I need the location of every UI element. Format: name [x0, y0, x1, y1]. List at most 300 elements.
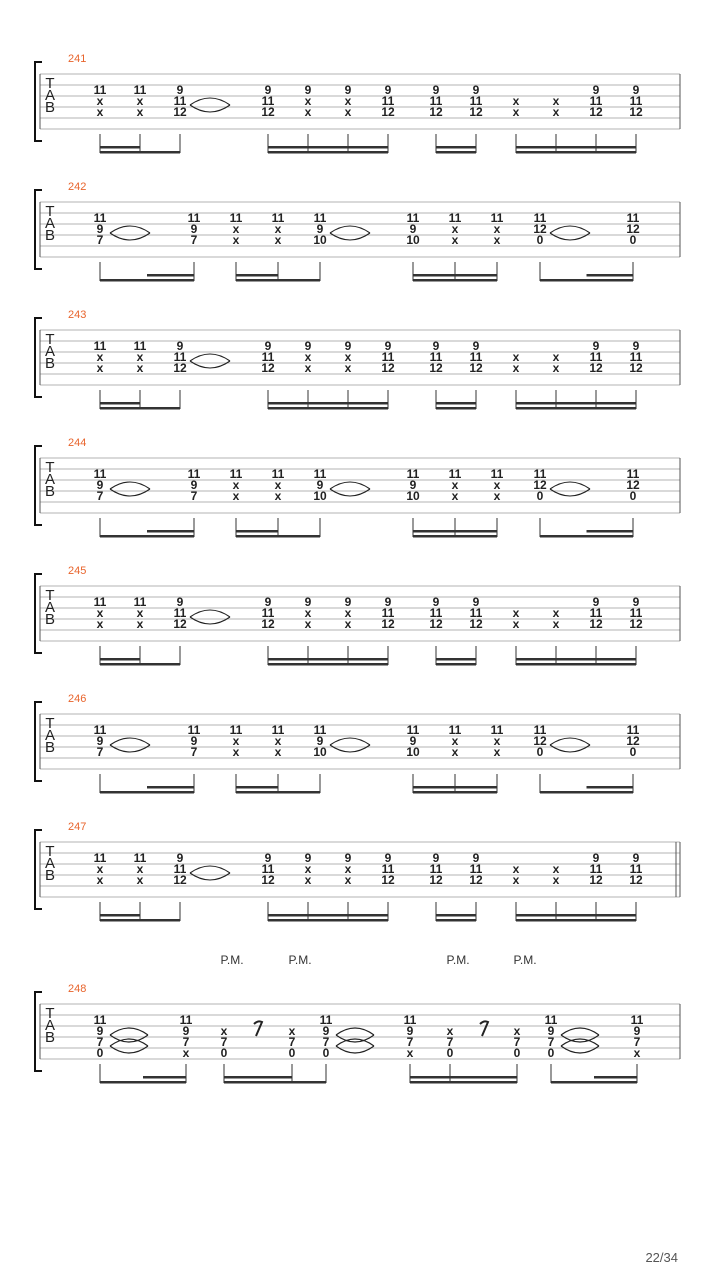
fret-number: 9 — [316, 734, 324, 748]
fret-number: 9 — [472, 339, 480, 353]
fret-number: 11 — [173, 606, 187, 620]
fret-number: 9 — [432, 851, 440, 865]
beam-secondary — [587, 530, 634, 533]
tab-system-248 — [35, 953, 680, 1084]
tie-upper — [110, 738, 150, 745]
fret-number: 11 — [533, 467, 547, 481]
fret-number: 12 — [261, 873, 275, 887]
tab-clef-letter: T — [45, 75, 55, 92]
fret-number: 0 — [536, 489, 544, 503]
fret-number: 11 — [93, 723, 107, 737]
fret-number: 9 — [190, 734, 198, 748]
fret-number: 11 — [261, 606, 275, 620]
fret-number: 11 — [173, 350, 187, 364]
fret-number: x — [451, 489, 459, 503]
beam-secondary — [436, 402, 476, 405]
beam-primary — [100, 663, 180, 666]
fret-number: 7 — [322, 1035, 330, 1049]
tie-upper — [550, 482, 590, 489]
beam-secondary — [436, 914, 476, 917]
measure-number: 247 — [68, 821, 87, 833]
fret-number: 11 — [173, 862, 187, 876]
beam-primary — [436, 151, 476, 154]
fret-number: x — [304, 862, 312, 876]
fret-number: x — [304, 350, 312, 364]
tie-upper — [190, 610, 230, 617]
fret-number: 9 — [384, 339, 392, 353]
fret-number: 11 — [187, 211, 201, 225]
tie-upper — [190, 354, 230, 361]
fret-number: 12 — [429, 873, 443, 887]
tie-lower — [190, 105, 230, 112]
beam-primary — [410, 1081, 517, 1084]
fret-number: 11 — [448, 723, 462, 737]
tie-upper — [561, 1028, 599, 1035]
fret-number: 10 — [406, 233, 420, 247]
fret-number: 7 — [446, 1035, 454, 1049]
beam-primary — [516, 407, 636, 410]
fret-number: 9 — [384, 83, 392, 97]
fret-number: x — [344, 617, 352, 631]
fret-number: 10 — [313, 745, 327, 759]
fret-number: 11 — [629, 94, 643, 108]
fret-number: 11 — [448, 467, 462, 481]
fret-number: x — [232, 222, 240, 236]
fret-number: 11 — [93, 83, 107, 97]
tie-lower — [190, 873, 230, 880]
fret-number: x — [513, 1024, 521, 1038]
palm-mute-marker: P.M. — [220, 953, 244, 967]
fret-number: 11 — [406, 467, 420, 481]
fret-number: x — [552, 361, 560, 375]
fret-number: 9 — [472, 595, 480, 609]
fret-number: 9 — [264, 851, 272, 865]
beam-secondary — [268, 402, 388, 405]
tie-upper — [336, 1028, 374, 1035]
fret-number: 11 — [589, 350, 603, 364]
fret-number: 0 — [288, 1046, 296, 1060]
tie-upper — [110, 226, 150, 233]
beam-secondary — [413, 786, 497, 789]
fret-number: x — [493, 734, 501, 748]
tab-clef-letter: B — [44, 739, 56, 756]
tie-lower — [190, 617, 230, 624]
tab-clef-letter: T — [45, 331, 55, 348]
fret-number: 9 — [304, 339, 312, 353]
fret-number: 9 — [176, 83, 184, 97]
beam-secondary — [268, 914, 388, 917]
page-number: 22/34 — [645, 1250, 678, 1265]
fret-number: 12 — [629, 873, 643, 887]
tie-lower — [330, 233, 370, 240]
fret-number: 10 — [406, 489, 420, 503]
palm-mute-marker: P.M. — [513, 953, 537, 967]
fret-number: x — [344, 873, 352, 887]
fret-number: 7 — [96, 233, 104, 247]
fret-number: x — [136, 350, 144, 364]
palm-mute-marker: P.M. — [288, 953, 312, 967]
beam-primary — [516, 151, 636, 154]
beam-secondary — [224, 1076, 292, 1079]
beam-secondary — [413, 530, 497, 533]
fret-number: 12 — [381, 361, 395, 375]
tie-lower — [550, 489, 590, 496]
beam-secondary — [587, 274, 634, 277]
beam-secondary — [147, 274, 194, 277]
beam-primary — [540, 791, 633, 794]
fret-number: x — [512, 105, 520, 119]
fret-number: 9 — [472, 83, 480, 97]
fret-number: 11 — [533, 211, 547, 225]
fret-number: x — [552, 617, 560, 631]
beam-secondary — [587, 786, 634, 789]
measure-number: 246 — [68, 693, 87, 705]
fret-number: x — [552, 862, 560, 876]
fret-number: 9 — [432, 83, 440, 97]
fret-number: 11 — [626, 211, 640, 225]
fret-number: 12 — [629, 105, 643, 119]
fret-number: x — [493, 478, 501, 492]
fret-number: x — [633, 1046, 641, 1060]
beam-primary — [551, 1081, 637, 1084]
fret-number: 11 — [93, 1013, 107, 1027]
fret-number: x — [446, 1024, 454, 1038]
fret-number: 7 — [288, 1035, 296, 1049]
fret-number: x — [304, 873, 312, 887]
beam-secondary — [410, 1076, 517, 1079]
tab-clef-letter: B — [44, 355, 56, 372]
beam-secondary — [100, 146, 140, 149]
fret-number: 0 — [446, 1046, 454, 1060]
beam-primary — [268, 407, 388, 410]
fret-number: x — [512, 862, 520, 876]
beam-primary — [436, 407, 476, 410]
fret-number: 7 — [96, 489, 104, 503]
tie-lower — [561, 1046, 599, 1053]
fret-number: 12 — [381, 617, 395, 631]
tab-clef-letter: T — [45, 203, 55, 220]
fret-number: x — [136, 105, 144, 119]
fret-number: 10 — [313, 233, 327, 247]
fret-number: x — [451, 222, 459, 236]
fret-number: 11 — [630, 1013, 644, 1027]
fret-number: x — [96, 873, 104, 887]
beam-primary — [268, 919, 388, 922]
fret-number: 9 — [264, 83, 272, 97]
fret-number: 9 — [264, 595, 272, 609]
tie-upper — [550, 226, 590, 233]
fret-number: 11 — [544, 1013, 558, 1027]
measure-number: 244 — [68, 437, 87, 449]
tab-clef-letter: T — [45, 715, 55, 732]
fret-number: x — [136, 361, 144, 375]
fret-number: 7 — [220, 1035, 228, 1049]
tab-system-245 — [35, 565, 680, 666]
measure-number: 245 — [68, 565, 87, 577]
fret-number: 7 — [182, 1035, 190, 1049]
fret-number: 11 — [469, 862, 483, 876]
fret-number: 11 — [133, 83, 147, 97]
fret-number: 11 — [629, 350, 643, 364]
fret-number: 0 — [547, 1046, 555, 1060]
beam-primary — [100, 535, 194, 538]
tab-clef-letter: A — [44, 727, 56, 744]
tab-system-241 — [35, 53, 680, 154]
fret-number: 11 — [229, 211, 243, 225]
fret-number: 9 — [304, 595, 312, 609]
tie-upper — [190, 866, 230, 873]
fret-number: x — [451, 478, 459, 492]
fret-number: x — [96, 606, 104, 620]
fret-number: 12 — [626, 478, 640, 492]
fret-number: 11 — [403, 1013, 417, 1027]
systems-layer — [35, 53, 680, 1084]
fret-number: 11 — [589, 606, 603, 620]
fret-number: 0 — [536, 745, 544, 759]
beam-secondary — [100, 402, 140, 405]
fret-number: 11 — [448, 211, 462, 225]
fret-number: 12 — [173, 105, 187, 119]
fret-number: 11 — [589, 862, 603, 876]
fret-number: 11 — [187, 723, 201, 737]
fret-number: x — [96, 105, 104, 119]
fret-number: 11 — [313, 467, 327, 481]
beam-primary — [100, 1081, 186, 1084]
fret-number: 11 — [93, 595, 107, 609]
fret-number: x — [512, 873, 520, 887]
fret-number: x — [344, 105, 352, 119]
fret-number: 12 — [173, 873, 187, 887]
fret-number: 11 — [629, 606, 643, 620]
beam-secondary — [436, 146, 476, 149]
fret-number: x — [232, 478, 240, 492]
fret-number: 9 — [432, 595, 440, 609]
beam-secondary — [516, 146, 636, 149]
tie-lower — [110, 1046, 148, 1053]
fret-number: x — [552, 606, 560, 620]
fret-number: 9 — [384, 595, 392, 609]
fret-number: 7 — [190, 489, 198, 503]
fret-number: 11 — [381, 606, 395, 620]
fret-number: x — [552, 350, 560, 364]
fret-number: x — [304, 361, 312, 375]
fret-number: 9 — [409, 222, 417, 236]
fret-number: 11 — [93, 851, 107, 865]
beam-primary — [236, 791, 320, 794]
fret-number: 12 — [429, 105, 443, 119]
fret-number: x — [96, 350, 104, 364]
fret-number: x — [406, 1046, 414, 1060]
tab-clef-letter: B — [44, 483, 56, 500]
fret-number: x — [232, 489, 240, 503]
fret-number: 9 — [632, 339, 640, 353]
fret-number: x — [512, 617, 520, 631]
fret-number: 12 — [626, 222, 640, 236]
fret-number: 12 — [533, 222, 547, 236]
fret-number: 0 — [629, 233, 637, 247]
fret-number: 11 — [93, 339, 107, 353]
tie-upper — [330, 226, 370, 233]
fret-number: 12 — [381, 873, 395, 887]
fret-number: 11 — [173, 94, 187, 108]
fret-number: 9 — [190, 478, 198, 492]
fret-number: 9 — [176, 595, 184, 609]
fret-number: 12 — [589, 873, 603, 887]
fret-number: 11 — [133, 851, 147, 865]
tie-upper — [190, 98, 230, 105]
tab-clef-letter: A — [44, 215, 56, 232]
fret-number: 9 — [592, 595, 600, 609]
fret-number: x — [451, 745, 459, 759]
beam-secondary — [147, 530, 194, 533]
fret-number: 7 — [513, 1035, 521, 1049]
beam-secondary — [100, 658, 140, 661]
fret-number: 7 — [96, 1035, 104, 1049]
fret-number: x — [493, 489, 501, 503]
fret-number: 9 — [632, 595, 640, 609]
fret-number: 10 — [313, 489, 327, 503]
fret-number: 11 — [429, 94, 443, 108]
fret-number: 11 — [93, 211, 107, 225]
tie-upper — [330, 738, 370, 745]
fret-number: 11 — [271, 467, 285, 481]
fret-number: 12 — [533, 478, 547, 492]
tie-lower — [550, 745, 590, 752]
palm-mute-marker: P.M. — [446, 953, 470, 967]
fret-number: x — [96, 94, 104, 108]
beam-secondary — [236, 274, 278, 277]
fret-number: 9 — [316, 478, 324, 492]
beam-primary — [224, 1081, 326, 1084]
tab-clef-letter: A — [44, 471, 56, 488]
fret-number: 11 — [469, 606, 483, 620]
fret-number: 12 — [173, 361, 187, 375]
fret-number: x — [304, 105, 312, 119]
beam-secondary — [436, 658, 476, 661]
tie-lower — [110, 233, 150, 240]
beam-secondary — [268, 146, 388, 149]
fret-number: x — [344, 361, 352, 375]
beam-primary — [436, 663, 476, 666]
fret-number: 12 — [469, 617, 483, 631]
fret-number: 12 — [261, 617, 275, 631]
fret-number: 11 — [469, 350, 483, 364]
tie-lower — [550, 233, 590, 240]
fret-number: 12 — [626, 734, 640, 748]
fret-number: 9 — [432, 339, 440, 353]
tab-clef-letter: A — [44, 343, 56, 360]
tie-upper — [110, 1028, 148, 1035]
fret-number: 12 — [173, 617, 187, 631]
fret-number: 9 — [344, 339, 352, 353]
tab-clef-letter: B — [44, 867, 56, 884]
fret-number: x — [552, 873, 560, 887]
fret-number: 9 — [304, 851, 312, 865]
fret-number: x — [136, 617, 144, 631]
fret-number: x — [274, 734, 282, 748]
fret-number: x — [493, 222, 501, 236]
beam-primary — [413, 535, 497, 538]
fret-number: x — [182, 1046, 190, 1060]
fret-number: 11 — [381, 94, 395, 108]
fret-number: 12 — [469, 105, 483, 119]
beam-primary — [100, 919, 180, 922]
fret-number: 7 — [633, 1035, 641, 1049]
fret-number: x — [344, 94, 352, 108]
fret-number: 0 — [220, 1046, 228, 1060]
fret-number: 0 — [513, 1046, 521, 1060]
fret-number: 0 — [322, 1046, 330, 1060]
fret-number: x — [304, 94, 312, 108]
beam-primary — [516, 919, 636, 922]
beam-secondary — [268, 658, 388, 661]
fret-number: 11 — [490, 723, 504, 737]
fret-number: 12 — [429, 617, 443, 631]
fret-number: 12 — [261, 105, 275, 119]
fret-number: 9 — [472, 851, 480, 865]
beam-primary — [413, 791, 497, 794]
fret-number: 11 — [133, 339, 147, 353]
beam-primary — [540, 279, 633, 282]
beam-primary — [268, 151, 388, 154]
fret-number: 9 — [176, 851, 184, 865]
fret-number: 9 — [384, 851, 392, 865]
fret-number: 9 — [96, 734, 104, 748]
fret-number: 0 — [536, 233, 544, 247]
beam-primary — [100, 407, 180, 410]
fret-number: 9 — [190, 222, 198, 236]
fret-number: 12 — [589, 617, 603, 631]
tab-system-244 — [35, 437, 680, 538]
beam-secondary — [143, 1076, 186, 1079]
fret-number: x — [136, 873, 144, 887]
fret-number: 12 — [469, 361, 483, 375]
fret-number: 9 — [264, 339, 272, 353]
fret-number: 12 — [629, 617, 643, 631]
fret-number: x — [274, 233, 282, 247]
fret-number: 11 — [381, 350, 395, 364]
fret-number: x — [344, 350, 352, 364]
tab-clef-letter: T — [45, 587, 55, 604]
fret-number: 7 — [190, 745, 198, 759]
fret-number: 9 — [322, 1024, 330, 1038]
fret-number: 9 — [344, 595, 352, 609]
fret-number: 12 — [261, 361, 275, 375]
fret-number: 9 — [592, 851, 600, 865]
beam-secondary — [516, 402, 636, 405]
fret-number: 11 — [93, 467, 107, 481]
fret-number: 9 — [632, 851, 640, 865]
tie-lower — [110, 489, 150, 496]
beam-primary — [236, 279, 320, 282]
fret-number: 9 — [547, 1024, 555, 1038]
fret-number: 0 — [629, 489, 637, 503]
tab-clef-letter: A — [44, 599, 56, 616]
fret-number: 11 — [271, 723, 285, 737]
beam-primary — [413, 279, 497, 282]
tie-lower — [330, 745, 370, 752]
fret-number: 12 — [381, 105, 395, 119]
fret-number: x — [344, 862, 352, 876]
beam-primary — [236, 535, 320, 538]
fret-number: 9 — [633, 1024, 641, 1038]
fret-number: 9 — [344, 83, 352, 97]
fret-number: 9 — [344, 851, 352, 865]
fret-number: 9 — [96, 222, 104, 236]
beam-secondary — [236, 530, 278, 533]
tie-lower — [110, 745, 150, 752]
tab-clef-letter: T — [45, 1005, 55, 1022]
